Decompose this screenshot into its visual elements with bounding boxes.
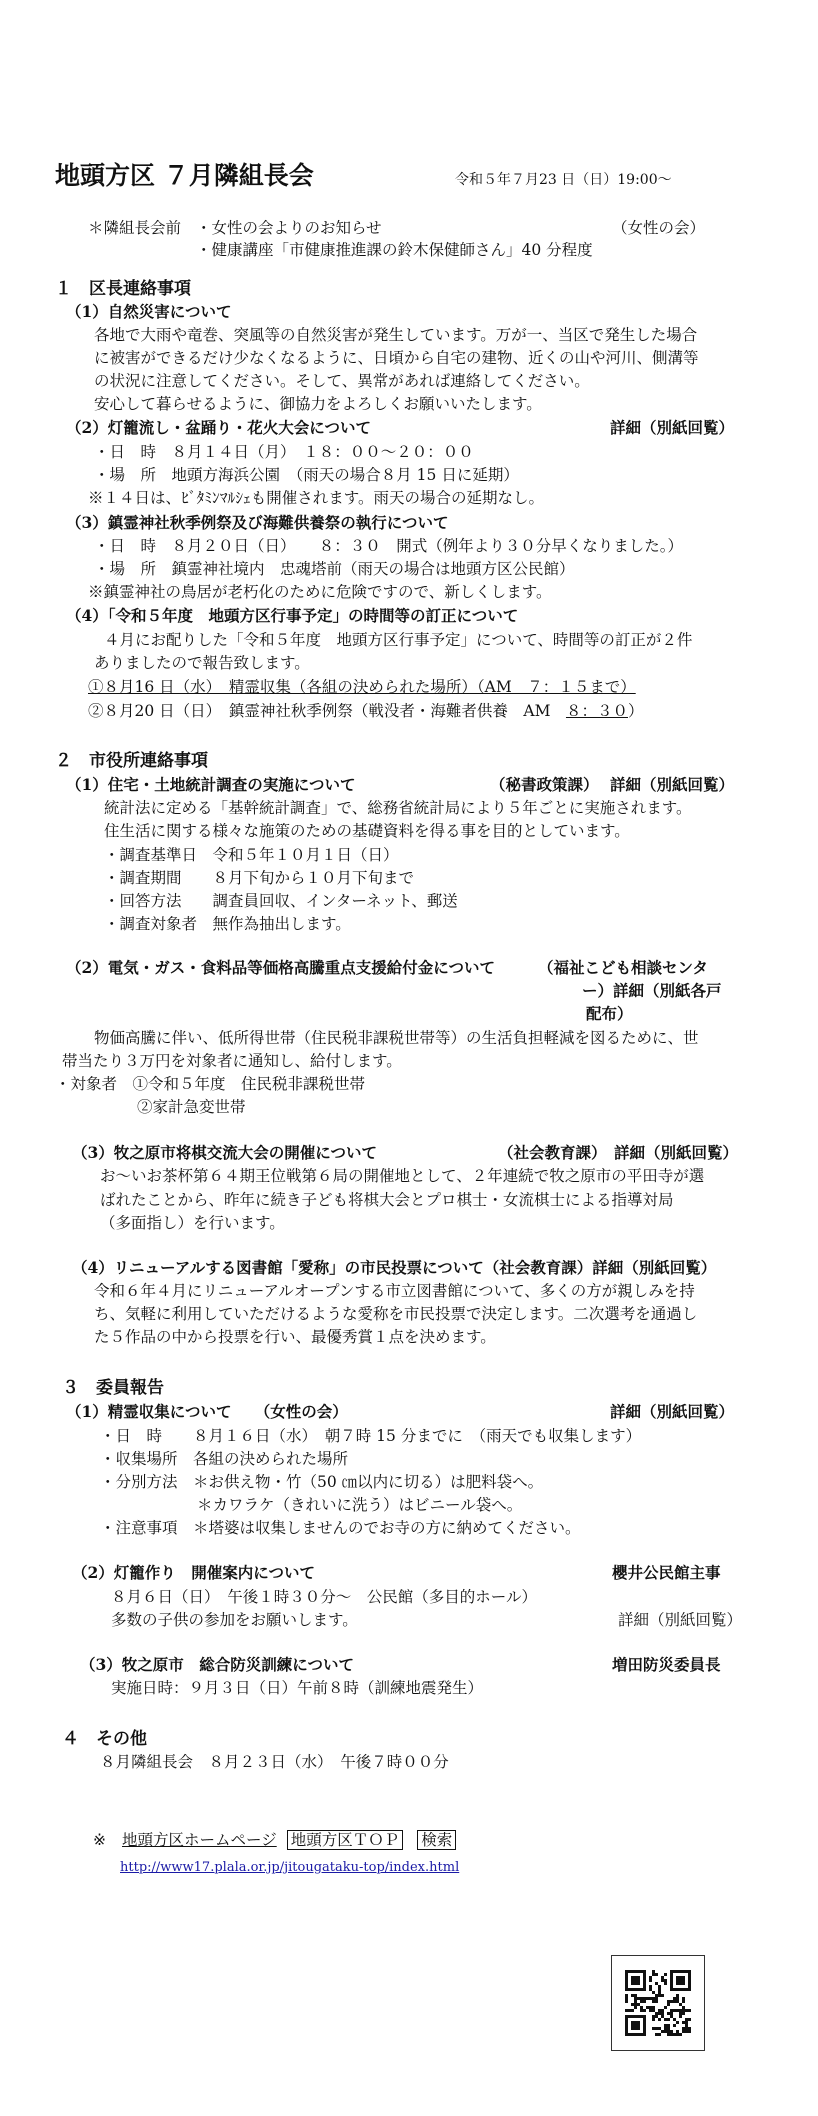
- item-heading: （4）リニューアルする図書館「愛称」の市民投票について（社会教育課）詳細（別紙回覧）: [72, 1258, 717, 1277]
- body-line: お～いお茶杯第６４期王位戦第６局の開催地として、２年連続で牧之原市の平田寺が選: [100, 1167, 705, 1185]
- correction-line: ①８月16 日（水） 精霊収集（各組の決められた場所）（AM ７：１５まで）: [88, 678, 636, 696]
- item-heading: （4）「令和５年度 地頭方区行事予定」の時間等の訂正について: [66, 606, 519, 625]
- body-line: 安心して暮らせるように、御協力をよろしくお願いいたします。: [94, 395, 542, 413]
- top-search-keyword[interactable]: 地頭方区ＴＯＰ: [287, 1830, 404, 1850]
- item-heading: （3）鎮霊神社秋季例祭及び海難供養祭の執行について: [66, 513, 449, 532]
- item-heading: （1）住宅・土地統計調査の実施について: [66, 775, 356, 794]
- body-line: 令和６年４月にリニューアルオープンする市立図書館について、多くの方が親しみを持: [94, 1282, 695, 1300]
- detail-note: 詳細（別紙回覧）: [610, 1402, 735, 1421]
- item-heading: （2）灯籠作り 開催案内について: [72, 1563, 315, 1582]
- body-line: ・場 所 地頭方海浜公園 （雨天の場合８月 15 日に延期）: [94, 466, 519, 484]
- page-title: 地頭方区 ７月隣組長会: [55, 161, 314, 190]
- body-line: ・回答方法 調査員回収、インターネット、郵送: [104, 892, 458, 910]
- body-line: ②家計急変世帯: [137, 1098, 246, 1116]
- body-line: ばれたことから、昨年に続き子ども将棋大会とプロ棋士・女流棋士による指導対局: [100, 1191, 674, 1209]
- footer-row: [93, 1830, 456, 1850]
- body-line: ・日 時 ８月２０日（日） ８：３０ 開式（例年より３０分早くなりました。）: [94, 537, 684, 555]
- body-line: 帯当たり３万円を対象者に通知し、給付します。: [62, 1052, 402, 1070]
- body-line: ・注意事項 ＊塔婆は収集しませんのでお寺の方に納めてください。: [100, 1519, 581, 1537]
- dept-note: ー）詳細（別紙各戸: [582, 981, 722, 1000]
- section-heading: ３ 委員報告: [62, 1378, 164, 1398]
- section-heading: １ 区長連絡事項: [55, 279, 191, 299]
- body-line: 物価高騰に伴い、低所得世帯（住民税非課税世帯等）の生活負担軽減を図るために、世: [94, 1029, 699, 1047]
- detail-note: 詳細（別紙回覧）: [614, 1143, 739, 1162]
- body-line: ・収集場所 各組の決められた場所: [100, 1450, 349, 1468]
- body-line: ・調査対象者 無作為抽出します。: [104, 915, 351, 933]
- qr-code-icon: [625, 1970, 691, 2036]
- body-line: に被害ができるだけ少なくなるように、日頃から自宅の建物、近くの山や河川、側溝等: [94, 349, 699, 367]
- body-line: ・日 時 ８月１６日（水） 朝７時 15 分までに （雨天でも収集します）: [100, 1427, 642, 1445]
- body-line: ４月にお配りした「令和５年度 地頭方区行事予定」について、時間等の訂正が２件: [104, 631, 693, 649]
- body-line: ・分別方法 ＊お供え物・竹（50 ㎝以内に切る）は肥料袋へ。: [100, 1473, 544, 1491]
- pre-item: ・健康講座「市健康推進課の鈴木保健師さん」40 分程度: [196, 241, 593, 259]
- pre-meeting-label: ＊隣組長会前: [88, 219, 182, 237]
- body-line: （多面指し）を行います。: [100, 1214, 285, 1232]
- section-heading: ２ 市役所連絡事項: [55, 751, 208, 771]
- dept-note: （社会教育課）: [498, 1143, 607, 1162]
- homepage-label: 地頭方区ホームページ: [122, 1831, 277, 1849]
- dept-note: 配布）: [586, 1004, 633, 1023]
- item-heading: （1）精霊収集について （女性の会）: [66, 1402, 348, 1421]
- body-line: ・場 所 鎮霊神社境内 忠魂塔前（雨天の場合は地頭方区公民館）: [94, 560, 575, 578]
- body-line: 多数の子供の参加をお願いします。: [111, 1611, 358, 1629]
- dept-note: （秘書政策課）: [490, 775, 599, 794]
- footer-mark: ※: [93, 1831, 106, 1849]
- homepage-link[interactable]: http://www17.plala.or.jp/jitougataku-top/index.html: [120, 1860, 460, 1875]
- body-line: ＊カワラケ（きれいに洗う）はビニール袋へ。: [197, 1496, 523, 1514]
- body-line: 統計法に定める「基幹統計調査」で、総務省統計局により５年ごとに実施されます。: [104, 799, 692, 817]
- pre-item-tag: （女性の会）: [612, 219, 706, 237]
- homepage-url-row: [120, 1856, 459, 1878]
- body-line: ・調査期間 ８月下旬から１０月下旬まで: [104, 869, 415, 887]
- body-line: ８月隣組長会 ８月２３日（水） 午後７時００分: [100, 1753, 449, 1771]
- body-line: た５作品の中から投票を行い、最優秀賞１点を決めます。: [94, 1328, 496, 1346]
- body-line: 住生活に関する様々な施策のための基礎資料を得る事を目的としています。: [104, 822, 630, 840]
- body-line: 実施日時：９月３日（日）午前８時（訓練地震発生）: [111, 1679, 484, 1697]
- body-line: ち、気軽に利用していただけるような愛称を市民投票で決定します。二次選考を通過し: [94, 1305, 698, 1323]
- item-heading: （3）牧之原市 総合防災訓練について: [80, 1655, 354, 1674]
- body-line: ・日 時 ８月１４日（月） １８：００～２０：００: [94, 443, 474, 461]
- body-line: ・対象者 ①令和５年度 住民税非課税世帯: [55, 1075, 366, 1093]
- body-line: ありましたので報告致します。: [94, 654, 310, 672]
- detail-note: 詳細（別紙回覧）: [618, 1611, 743, 1629]
- qr-code-icon: [611, 1955, 705, 2051]
- item-heading: （2）電気・ガス・食料品等価格高騰重点支援給付金について: [66, 958, 495, 977]
- item-heading: （2）灯籠流し・盆踊り・花火大会について: [66, 418, 371, 437]
- section-heading: ４ その他: [62, 1729, 147, 1749]
- item-heading: （1）自然災害について: [66, 302, 232, 321]
- correction-line: ②８月20 日（日） 鎮霊神社秋季例祭（戦没者・海難者供養 AM ８：３０）: [88, 702, 644, 720]
- body-line: 各地で大雨や竜巻、突風等の自然災害が発生しています。万が一、当区で発生した場合: [94, 326, 698, 344]
- search-button[interactable]: 検索: [417, 1830, 456, 1850]
- body-line: ※鎮霊神社の鳥居が老朽化のために危険ですので、新しくします。: [88, 583, 552, 601]
- detail-note: 詳細（別紙回覧）: [610, 418, 735, 437]
- dept-note: （福祉こども相談センタ: [538, 958, 708, 977]
- meeting-date: 令和５年７月23 日（日）19:00～: [455, 172, 672, 188]
- body-line: ８月６日（日） 午後１時３０分～ 公民館（多目的ホール）: [111, 1588, 537, 1606]
- reporter-note: 櫻井公民館主事: [612, 1563, 721, 1582]
- body-line: の状況に注意してください。そして、異常があれば連絡してください。: [94, 372, 590, 390]
- detail-note: 詳細（別紙回覧）: [610, 775, 735, 794]
- body-line: ※１４日は、ﾋﾞﾀﾐﾝﾏﾙｼｪも開催されます。雨天の場合の延期なし。: [88, 489, 545, 507]
- item-heading: （3）牧之原市将棋交流大会の開催について: [72, 1143, 377, 1162]
- pre-item: ・女性の会よりのお知らせ: [196, 219, 382, 237]
- body-line: ・調査基準日 令和５年１０月１日（日）: [104, 846, 399, 864]
- reporter-note: 増田防災委員長: [612, 1655, 721, 1674]
